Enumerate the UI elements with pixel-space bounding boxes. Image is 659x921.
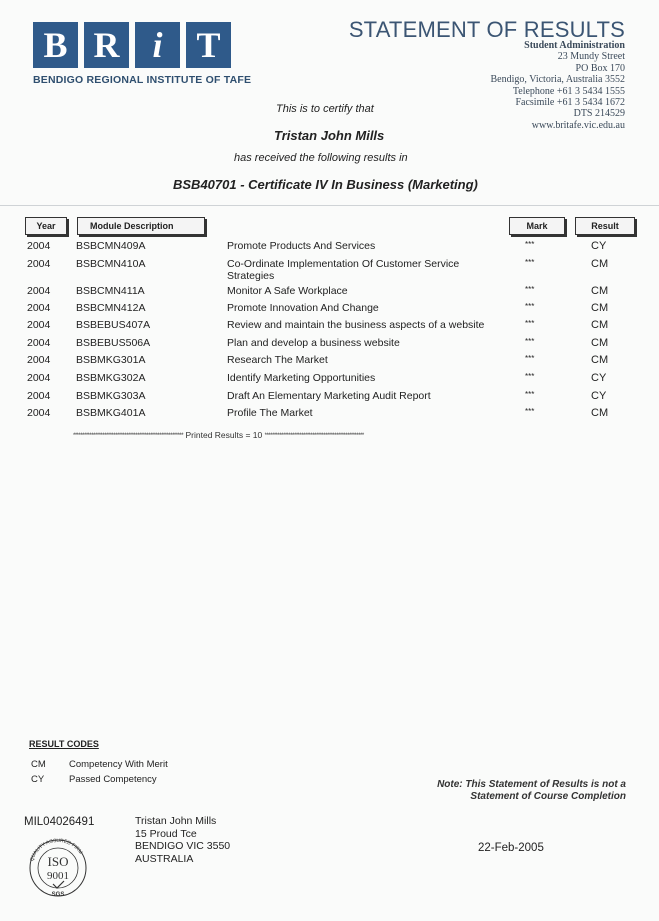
cell-result: CM [591,302,609,314]
column-header-result: Result [575,217,635,235]
column-header-year: Year [25,217,67,235]
separator-stars: ************************************************************ [73,432,184,439]
cell-mark: *** [525,337,535,346]
address-line: Facsimile +61 3 5434 1672 [515,97,625,109]
cell-result: CM [591,337,609,349]
cell-mark: *** [525,407,535,416]
logo-letter-t: T [186,22,231,68]
cell-code: BSBEBUS407A [76,319,151,331]
cell-description: Identify Marketing Opportunities [227,372,376,384]
result-code-description: Passed Competency [69,774,157,785]
cell-code: BSBEBUS506A [76,337,151,349]
printed-results-count: Printed Results = 10 [185,430,263,440]
cell-description: Monitor A Safe Workplace [227,285,348,297]
cell-result: CM [591,407,609,419]
course-title: BSB40701 - Certificate IV In Business (Marketing) [173,177,478,192]
cell-mark: *** [525,302,535,311]
cell-year: 2004 [27,372,51,384]
cell-mark: *** [525,285,535,294]
institute-address [491,40,625,131]
completion-note [437,779,626,803]
cell-code: BSBCMN409A [76,240,146,252]
cell-year: 2004 [27,240,51,252]
document-title: STATEMENT OF RESULTS [348,17,625,42]
cell-result: CM [591,285,609,297]
result-code-description: Competency With Merit [69,759,168,770]
cell-description: Research The Market [227,354,328,366]
cell-result: CM [591,319,609,331]
seal-ring-text: QUALITY ASSURED FIRM [28,838,84,863]
reference-number: MIL04026491 [24,816,95,828]
column-header-mark: Mark [509,217,565,235]
received-text: has received the following results in [234,152,408,164]
cell-mark: *** [525,240,535,249]
address-line: 15 Proud Tce [135,827,197,840]
printed-results-summary [73,430,364,440]
website-link[interactable]: www.britafe.vic.edu.au [531,119,625,131]
address-line: Tristan John Mills [135,815,217,827]
cell-result: CY [591,372,607,384]
address-line: Telephone +61 3 5434 1555 [512,85,625,97]
column-header-module: Module Description [77,217,205,235]
logo-letter-b: B [33,22,78,68]
cell-mark: *** [525,390,535,399]
cell-year: 2004 [27,302,51,314]
cell-description: Promote Innovation And Change [227,302,379,314]
cell-description: Plan and develop a business website [227,337,400,349]
cell-description: Promote Products And Services [227,240,376,252]
cell-code: BSBMKG401A [76,407,146,419]
address-line: 23 Mundy Street [557,51,625,63]
address-line: Bendigo, Victoria, Australia 3552 [490,74,625,86]
seal-number: 9001 [47,870,69,882]
cell-description: Draft An Elementary Marketing Audit Report [227,390,431,402]
cell-code: BSBCMN411A [76,285,145,297]
cell-year: 2004 [27,354,51,366]
result-code: CY [31,774,45,785]
cell-year: 2004 [27,337,51,349]
cell-year: 2004 [27,285,51,297]
address-line: DTS 214529 [573,108,625,120]
address-line: BENDIGO VIC 3550 [135,840,231,852]
logo-letter-r: R [84,22,129,68]
address-line: Student Administration [524,40,625,51]
cell-year: 2004 [27,390,51,402]
cell-mark: *** [525,319,535,328]
issue-date: 22-Feb-2005 [478,842,544,854]
cell-result: CY [591,390,607,402]
cell-code: BSBCMN412A [76,302,146,314]
divider [0,205,659,206]
address-line: AUSTRALIA [135,852,194,865]
cell-year: 2004 [27,319,51,331]
cell-year: 2004 [27,258,51,270]
result-codes-title: RESULT CODES [29,739,99,749]
student-name: Tristan John Mills [274,128,385,143]
recipient-address [135,815,230,865]
cell-code: BSBMKG302A [76,372,146,384]
note-line: Note: This Statement of Results is not a [437,779,626,790]
seal-iso-text: ISO [47,854,69,869]
cell-result: CM [591,354,609,366]
certify-text: This is to certify that [276,103,374,115]
separator-stars: ****************************************************** [264,432,364,439]
note-line: Statement of Course Completion [470,791,626,802]
cell-code: BSBMKG303A [76,390,146,402]
cell-mark: *** [525,372,535,381]
cell-code: BSBCMN410A [76,258,146,270]
institute-name: BENDIGO REGIONAL INSTITUTE OF TAFE [33,74,252,86]
cell-year: 2004 [27,407,51,419]
cell-mark: *** [525,258,535,267]
cell-description: Profile The Market [227,407,313,419]
iso-9001-seal [23,838,93,898]
logo-letter-i: i [135,22,180,68]
address-line: PO Box 170 [575,62,625,74]
brit-logo [33,22,231,68]
cell-result: CM [591,258,609,270]
result-code: CM [31,759,46,770]
cell-description: Co-Ordinate Implementation Of Customer Service Strategies [227,258,460,282]
cell-description: Review and maintain the business aspects of a website [227,319,485,331]
cell-code: BSBMKG301A [76,354,146,366]
cell-result: CY [591,240,607,252]
seal-brand: SGS [51,892,65,898]
cell-mark: *** [525,354,535,363]
checkmark-icon [53,881,64,888]
